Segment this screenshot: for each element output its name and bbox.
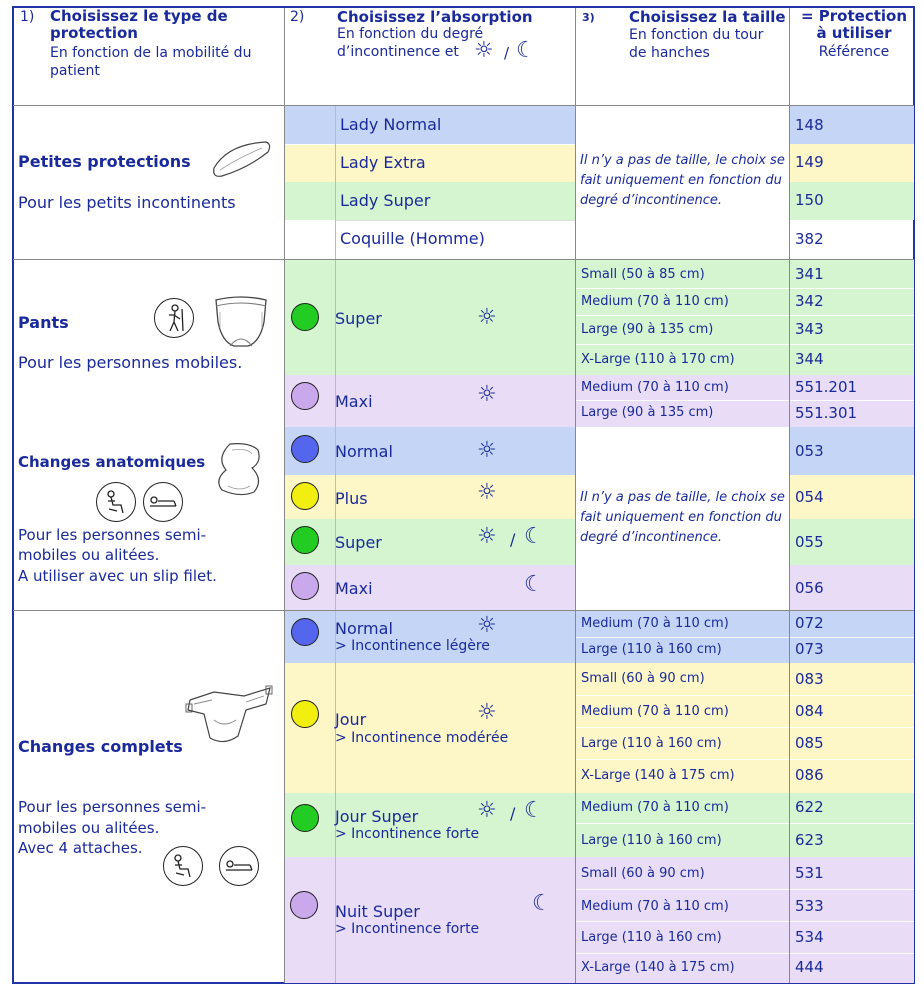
walking-person-icon [154,298,194,338]
petites-desc: Pour les petits incontinents [18,193,236,212]
ref-cell: 531 [795,864,824,882]
sun-icon: ☼ [477,798,497,823]
size-cell: Large (110 à 160 cm) [581,930,722,945]
pants-desc: Pour les personnes mobiles. [18,353,243,372]
ref-cell: 084 [795,702,824,720]
col2-title: Choisissez l’absorption [337,8,533,26]
sun-icon: ☼ [477,613,497,638]
size-cell: Medium (70 à 110 cm) [581,899,729,914]
ref-cell: 622 [795,798,824,816]
ref-056: 056 [795,579,824,597]
complets-desc3: Avec 4 attaches. [18,839,143,857]
compl-jour-sub: > Incontinence modérée [335,730,509,746]
anat-super-label: Super [335,533,382,552]
size-cell: Medium (70 à 110 cm) [581,616,729,631]
dot-violet [290,891,318,919]
compl-nuitsuper-label: Nuit Super [335,902,420,921]
sun-icon: ☼ [477,480,497,505]
col1-title: Choisissez le type de protection [50,7,228,42]
size-cell: X-Large (110 à 170 cm) [581,352,735,367]
ref-cell: 534 [795,928,824,946]
anat-plus-label: Plus [335,489,368,508]
ref-cell: 344 [795,350,824,368]
dot-violet [291,572,319,600]
dot-blue [291,618,319,646]
row-sep [576,953,914,954]
sun-icon: ☼ [477,524,497,549]
band-lady-extra [285,144,575,182]
size-cell: Large (90 à 135 cm) [581,322,714,337]
ref-149: 149 [795,153,824,171]
compl-normal-sub: > Incontinence légère [335,638,490,654]
anat-desc1: Pour les personnes semi- [18,526,207,544]
compl-joursuper-label: Jour Super [335,807,419,826]
col2-sub2: d’incontinence et [337,44,459,60]
lying-person-icon [219,846,259,886]
row-sep [576,889,914,890]
col2-sub1: En fonction du degré [337,26,484,42]
col1-num: 1) [20,9,35,25]
seated-person-icon [163,846,203,886]
dot-yellow [291,482,319,510]
col4-title: = Protection à utiliser [800,7,908,42]
dot-green [291,804,319,832]
ref-cell: 086 [795,766,824,784]
petites-note: Il n’y a pas de taille, le choix se fait uniquement en fonction du degré d’incontinence. [580,153,785,208]
ref-cell: 444 [795,958,824,976]
sun-icon: ☼ [477,382,497,407]
moon-icon: ☾ [524,524,544,549]
band-anat-plus [285,475,575,519]
row-line [13,105,914,106]
anat-desc3: A utiliser avec un slip filet. [18,567,217,585]
compl-joursuper-sub: > Incontinence forte [335,826,480,842]
row-sep [576,315,914,316]
compl-normal-label: Normal [335,619,393,638]
ref-cell: 533 [795,897,824,915]
col3-num: 3) [582,11,595,24]
band-anat-normal [285,427,575,475]
row-sep [336,220,575,221]
row-sep [285,144,575,145]
ref-cell: 342 [795,292,824,310]
compl-jour-label: Jour [335,710,367,729]
pants-garment-icon [210,292,272,350]
size-cell: Large (110 à 160 cm) [581,833,722,848]
dot-yellow [291,700,319,728]
size-cell: X-Large (140 à 175 cm) [581,768,735,783]
ref-cell: 073 [795,640,824,658]
dot-green [291,526,319,554]
pants-super-label: Super [335,309,382,328]
col3-title: Choisissez la taille [629,8,786,26]
anat-desc2: mobiles ou alitées. [18,546,160,564]
row-sep [576,400,914,401]
anatomic-pad-icon [210,440,268,498]
size-cell: Medium (70 à 110 cm) [581,704,729,719]
sun-icon: ☼ [474,38,494,63]
sun-icon: ☼ [477,700,497,725]
lady-extra-label: Lady Extra [340,153,426,172]
ref-055: 055 [795,533,824,551]
ref-150: 150 [795,191,824,209]
compl-nuitsuper-sub: > Incontinence forte [335,921,480,937]
row-sep [576,288,914,289]
complets-title: Changes complets [18,737,183,756]
ref-cell: 085 [795,734,824,752]
row-sep [576,727,914,728]
pants-maxi-label: Maxi [335,392,373,411]
ref-148: 148 [795,116,824,134]
size-cell: Medium (70 à 110 cm) [581,380,729,395]
col-line [575,8,576,983]
ref-cell: 343 [795,320,824,338]
col4-sub: Référence [818,44,890,60]
slash-text: / [504,44,510,62]
anat-maxi-label: Maxi [335,579,373,598]
col2-num: 2) [290,9,305,25]
size-cell: Small (60 à 90 cm) [581,671,705,686]
col-line [284,8,285,983]
ref-054: 054 [795,488,824,506]
ref-cell: 083 [795,670,824,688]
petites-title: Petites protections [18,152,191,171]
moon-icon: ☾ [524,572,544,597]
slash-text: / [510,804,516,823]
size-cell: Medium (70 à 110 cm) [581,294,729,309]
size-cell: X-Large (140 à 175 cm) [581,960,735,975]
ref-cell: 341 [795,265,824,283]
lady-super-label: Lady Super [340,191,431,210]
ref-382: 382 [795,230,824,248]
brief-diaper-icon [184,680,276,750]
lying-person-icon [143,482,183,522]
ref-cell: 551.201 [795,378,858,396]
seated-person-icon [96,482,136,522]
row-sep [576,637,914,638]
ref-cell: 072 [795,614,824,632]
size-cell: Large (90 à 135 cm) [581,405,714,420]
dot-violet [291,382,319,410]
ref-cell: 551.301 [795,404,858,422]
dot-green [291,303,319,331]
slash-text: / [510,530,516,549]
moon-icon: ☾ [524,798,544,823]
size-cell: Small (60 à 90 cm) [581,866,705,881]
sun-icon: ☼ [477,438,497,463]
size-cell: Large (110 à 160 cm) [581,642,722,657]
complets-desc2: mobiles ou alitées. [18,819,160,837]
moon-icon: ☾ [516,38,536,63]
size-cell: Large (110 à 160 cm) [581,736,722,751]
complets-desc1: Pour les personnes semi- [18,798,207,816]
row-sep [576,921,914,922]
row-sep [576,759,914,760]
row-line [13,610,914,611]
anat-note: Il n’y a pas de taille, le choix se fait uniquement en fonction du degré d’incontinence. [580,490,785,545]
dot-blue [291,435,319,463]
col1-sub: En fonction de la mobilité du patient [50,45,252,79]
moon-icon: ☾ [532,891,552,916]
ref-053: 053 [795,442,824,460]
anat-normal-label: Normal [335,442,393,461]
col-line [789,8,790,983]
size-cell: Small (50 à 85 cm) [581,267,705,282]
coquille-label: Coquille (Homme) [340,229,485,248]
pants-title: Pants [18,313,69,332]
size-cell: Medium (70 à 110 cm) [581,800,729,815]
col3-sub: En fonction du tour de hanches [629,27,764,61]
pad-icon [208,138,274,180]
ref-cell: 623 [795,831,824,849]
lady-normal-label: Lady Normal [340,115,442,134]
sun-icon: ☼ [477,305,497,330]
row-sep [576,695,914,696]
row-sep [576,823,914,824]
anat-title: Changes anatomiques [18,453,206,471]
row-sep [576,344,914,345]
row-line [13,259,914,260]
